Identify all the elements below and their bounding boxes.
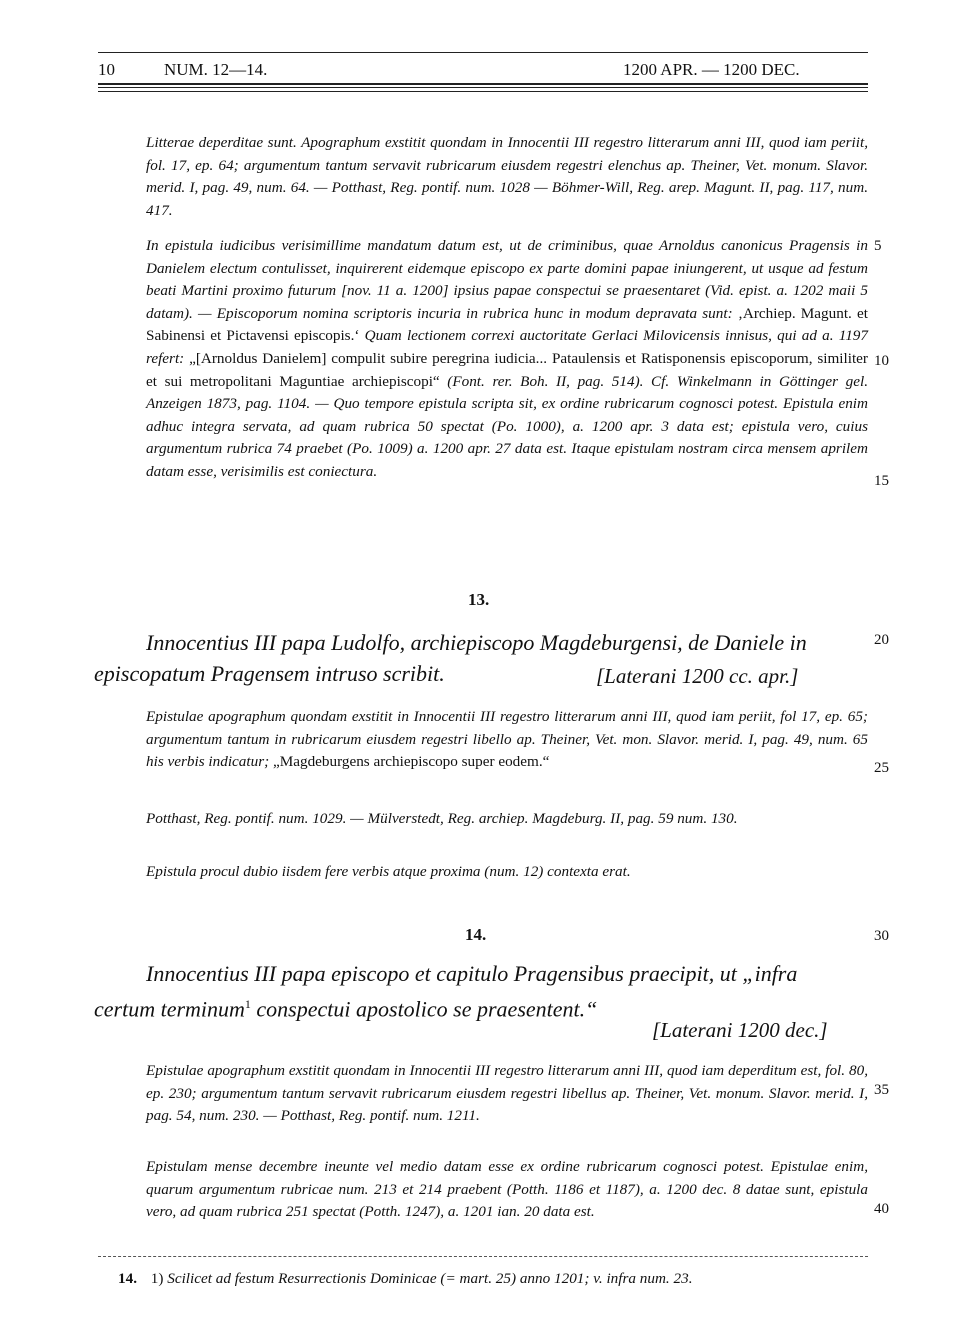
letter12-note-2-c: (Font. rer. Boh. II, pag. 514). Cf. Winkelmann in Göttinger gel. Anzeigen 1873, pag. 1104. — Quo tempore epistula scripta sit, ex ordine rubricarum cognosci potest. Epistula enim adhuc integra servata, ad quam rubrica 50 spectat (Po. 1000), a. 1200 apr. 3 data est; epistula vero, cuius argumentum rubrica 74 praebet (Po. 1009) a. 1200 apr. 27 data est. Itaque epistulam nostram circa mensem aprilem datam esse, verisimilis est coniectura. <box>146 372 868 480</box>
letter13-note-2: Potthast, Reg. pontif. num. 1029. — Mülverstedt, Reg. archiep. Magdeburg. II, pag. 59 num. 130. <box>146 810 738 827</box>
line-number-20: 20 <box>874 632 889 648</box>
letter13-rubric-quote: „Magdeburgens archiepiscopo super eodem.“ <box>272 753 550 771</box>
letter14-title-line2-b: conspectui apostolico se praesentent.“ <box>250 996 598 1022</box>
letter14-note-2: Epistulam mense decembre ineunte vel medio datam esse ex ordine rubricarum cognosci potest. Epistulae enim, quarum argumentum rubricae num. 213 et 214 praebent (Potth. 1186 et 1187), a. 1200 dec. 8 datae sunt, epistula vero, ad quam rubrica 251 spectat (Potth. 1247), a. 1201 ian. 20 data est. <box>146 1158 868 1221</box>
footnote-rule <box>98 1256 868 1257</box>
header-rule-top <box>98 52 868 53</box>
letter13-number: 13. <box>468 590 490 609</box>
line-number-10: 10 <box>874 353 889 369</box>
letter14-number: 14. <box>465 925 487 944</box>
letter14-title-line2-a: certum terminum <box>94 996 245 1022</box>
letter14-date: [Laterani 1200 dec.] <box>652 1018 828 1042</box>
letter13-note-3: Epistula procul dubio iisdem fere verbis atque proxima (num. 12) contexta erat. <box>146 863 631 880</box>
letter13-title-line2: episcopatum Pragensem intruso scribit. <box>94 661 445 686</box>
letter14-title-line1: Innocentius III papa episcopo et capitulo Pragensibus praecipit, ut „infra <box>146 961 798 986</box>
letter12-gerlach-quote: „[Arnoldus Danielem] compulit subire peregrina iudicia... Pataulensis et Ratisponensis episcoporum, similiter et sui metropolitani Maguntiae archiepiscopi“ <box>146 349 868 390</box>
letter13-note-1 <box>146 706 868 774</box>
letter12-rubric-quote: ‚Archiep. Magunt. et Sabinensi et Pictavensi episcopis.‘ <box>146 304 868 345</box>
footnote-marker-sup: 1 <box>244 997 251 1011</box>
letter13-note-1-a: Epistulae apographum quondam exstitit in Innocentii III regestro litterarum anni III, quod iam periit, fol 17, ep. 65; argumentum tantum in rubricarum eiusdem regestri libello ap. Theiner, Vet. mon. Slavor. merid. I, pag. 49, num. 65 his verbis indicatur; <box>146 708 868 771</box>
letter14-note-1: Epistulae apographum exstitit quondam in Innocentii III regestro litterarum anni III, quod iam deperditum est, fol. 80, ep. 230; argumentum tantum servavit rubricarum eiusdem regestri libellus ap. Theiner, Vet. monum. Slavor. merid. I, pag. 54, num. 230. — Potthast, Reg. pontif. num. 1211. <box>146 1062 868 1125</box>
line-number-15: 15 <box>874 473 889 489</box>
footnote-ref: 14. <box>118 1270 137 1287</box>
header-rule-3 <box>98 91 868 92</box>
footnote <box>118 1270 878 1288</box>
line-number-40: 40 <box>874 1201 889 1217</box>
footnote-marker: 1) <box>150 1270 164 1287</box>
line-number-5: 5 <box>874 238 882 254</box>
letter13-date: [Laterani 1200 cc. apr.] <box>596 664 799 688</box>
header-dates: 1200 APR. — 1200 DEC. <box>623 60 800 79</box>
letter12-note-1: Litterae deperditae sunt. Apographum exstitit quondam in Innocentii III regestro litterarum anni III, quod iam periit, fol. 17, ep. 64; argumentum tantum servavit rubricarum eiusdem regestri elenchus ap. Theiner, Vet. monum. Slavor. merid. I, pag. 49, num. 64. — Potthast, Reg. pontif. num. 1028 — Böhmer-Will, Reg. arep. Magunt. II, pag. 117, num. 417. <box>146 134 868 219</box>
header-rule-1 <box>98 83 868 85</box>
header-rule-2 <box>98 87 868 88</box>
letter14-title <box>94 958 868 1024</box>
header-range: NUM. 12—14. <box>164 60 268 79</box>
line-number-25: 25 <box>874 760 889 776</box>
footnote-text: Scilicet ad festum Resurrectionis Dominicae (= mart. 25) anno 1201; v. infra num. 23. <box>167 1270 693 1287</box>
letter12-note-2-a: In epistula iudicibus verisimillime mandatum datum est, ut de criminibus, quae Arnoldus canonicus Pragensis in Danielem electum contulisset, inquirerent eidemque episcopo ex parte domini papae iniungerent, ut usque ad festum beati Martini proximo futurum [nov. 11 a. 1200] ipsius papae conspectui se praesentaret (Vid. epist. a. 1202 maii 5 datam). — Episcoporum nomina scriptoris incuria in rubrica hunc in modum depravata sunt: <box>146 237 868 322</box>
letter13-title-line1: Innocentius III papa Ludolfo, archiepiscopo Magdeburgensi, de Daniele in <box>146 630 807 655</box>
letter12-note-2-b: Quam lectionem correxi auctoritate Gerlaci Milovicensis innisus, qui ad a. 1197 refert: <box>146 327 868 367</box>
page-number: 10 <box>98 60 115 79</box>
line-number-30: 30 <box>874 928 889 944</box>
running-header <box>98 60 868 84</box>
letter12-note-2 <box>146 235 868 484</box>
line-number-35: 35 <box>874 1082 889 1098</box>
